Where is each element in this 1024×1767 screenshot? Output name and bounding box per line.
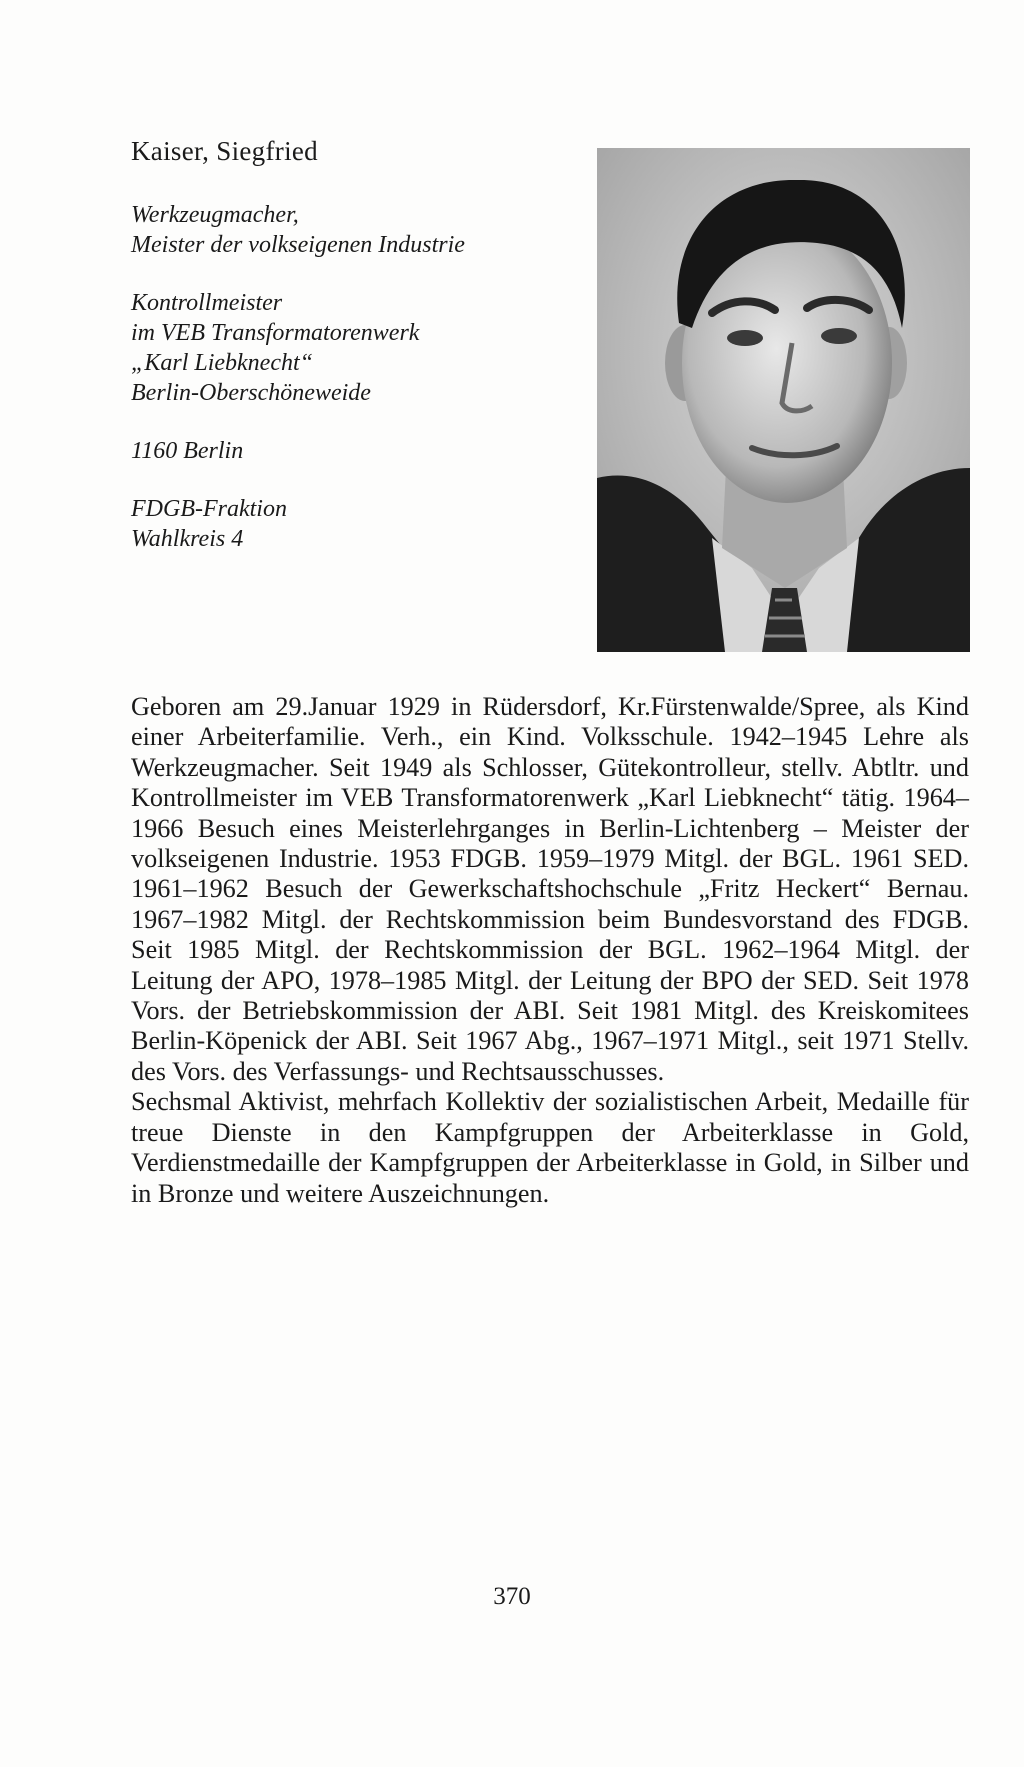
position-line: im VEB Transformatorenwerk <box>131 320 420 346</box>
portrait-photo <box>597 148 970 652</box>
profession-line: Werkzeugmacher, <box>131 202 299 228</box>
residence-line: 1160 Berlin <box>131 438 244 464</box>
awards-paragraph: Sechsmal Aktivist, mehrfach Kollektiv der sozialistischen Arbeit, Medaille für treue Dienste in den Kampfgruppen der Arbeiterklasse in Gold, Verdienstmedaille der Kampfgruppen der Arbeiterklasse in Gold, in Silber und in Bronze und weitere Auszeichnungen. <box>131 1087 969 1208</box>
person-name: Kaiser, Siegfried <box>131 136 318 166</box>
constituency-line: Wahlkreis 4 <box>131 526 244 552</box>
residence-block <box>131 436 571 466</box>
page-number: 370 <box>493 1583 531 1610</box>
position-line: Kontrollmeister <box>131 290 283 316</box>
parliament-block <box>131 494 571 554</box>
position-line: „Karl Liebknecht“ <box>131 350 314 376</box>
position-line: Berlin-Oberschöneweide <box>131 380 371 406</box>
person-details <box>131 200 571 582</box>
portrait-photo-icon <box>597 148 970 652</box>
biography-paragraph: Geboren am 29.Januar 1929 in Rüdersdorf, Kr.Fürstenwalde/Spree, als Kind einer Arbeiterfamilie. Verh., ein Kind. Volksschule. 1942–1945 Lehre als Werkzeugmacher. Seit 1949 als Schlosser, Gütekontrolleur, stellv. Abtltr. und Kontrollmeister im VEB Transformatorenwerk „Karl Liebknecht“ tätig. 1964–1966 Besuch eines Meisterlehrganges in Berlin-Lichtenberg – Meister der volkseigenen Industrie. 1953 FDGB. 1959–1979 Mitgl. der BGL. 1961 SED. 1961–1962 Besuch der Gewerkschaftshochschule „Fritz Heckert“ Bernau. 1967–1982 Mitgl. der Rechtskommission beim Bundesvorstand des FDGB. Seit 1985 Mitgl. der Rechtskommission der BGL. 1962–1964 Mitgl. der Leitung der APO, 1978–1985 Mitgl. der Leitung der BPO der SED. Seit 1978 Vors. der Betriebskommission der ABI. Seit 1981 Mitgl. des Kreiskomitees Berlin-Köpenick der ABI. Seit 1967 Abg., 1967–1971 Mitgl., seit 1971 Stellv. des Vors. des Verfassungs- und Rechtsausschusses. <box>131 692 969 1086</box>
biography-text <box>131 692 969 1209</box>
profession-line: Meister der volkseigenen Industrie <box>131 232 465 258</box>
position-block <box>131 288 571 408</box>
profession-block <box>131 200 571 260</box>
faction-line: FDGB-Fraktion <box>131 496 287 522</box>
